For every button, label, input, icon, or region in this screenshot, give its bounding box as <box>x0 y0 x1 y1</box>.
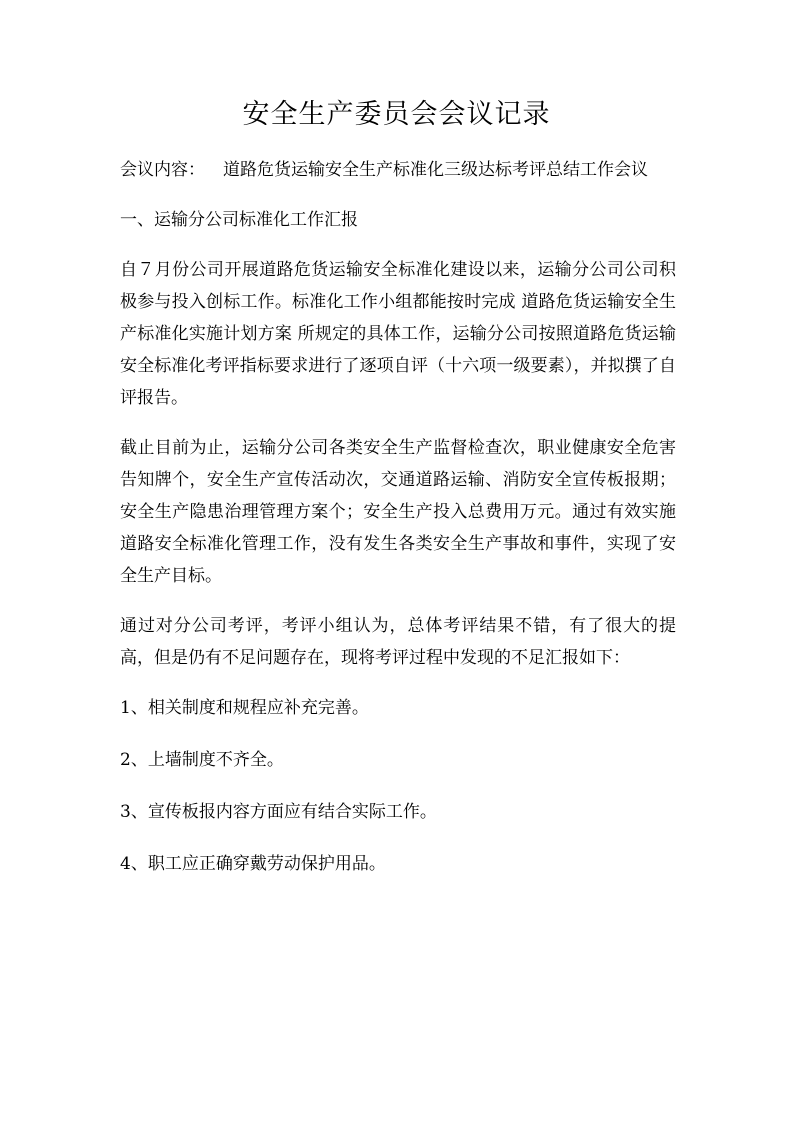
paragraph-evaluation: 通过对分公司考评，考评小组认为，总体考评结果不错，有了很大的提高，但是仍有不足问题存在，现将考评过程中发现的不足汇报如下： <box>120 616 676 668</box>
meeting-content-text: 道路危货运输安全生产标准化三级达标考评总结工作会议 <box>223 160 648 180</box>
paragraph-work-report: 自７月份公司开展道路危货运输安全标准化建设以来，运输分公司公司积极参与投入创标工作。标准化工作小组都能按时完成 道路危货运输安全生产标准化实施计划方案 所规定的具体工作，运输分公司按照道路危货运输安全标准化考评指标要求进行了逐项自评（十六项一级要素），并拟撰了自评报告。 <box>120 260 676 408</box>
list-item: 3、宣传板报内容方面应有结合实际工作。 <box>120 802 437 822</box>
document-body <box>120 154 676 900</box>
meeting-content-label: 会议内容： <box>120 160 205 180</box>
section-heading: 一、运输分公司标准化工作汇报 <box>120 210 358 230</box>
list-item: 4、职工应正确穿戴劳动保护用品。 <box>120 854 386 874</box>
document-title: 安全生产委员会会议记录 <box>242 99 551 130</box>
list-item: 2、上墙制度不齐全。 <box>120 750 284 770</box>
paragraph-statistics: 截止目前为止，运输分公司各类安全生产监督检查次，职业健康安全危害告知牌个，安全生产宣传活动次，交通道路运输、消防安全宣传板报期；安全生产隐患治理管理方案个；安全生产投入总费用万元。通过有效实施道路安全标准化管理工作，没有发生各类安全生产事故和事件，实现了安全生产目标。 <box>120 438 676 586</box>
meeting-content <box>120 154 676 186</box>
list-item: 1、相关制度和规程应补充完善。 <box>120 698 369 718</box>
